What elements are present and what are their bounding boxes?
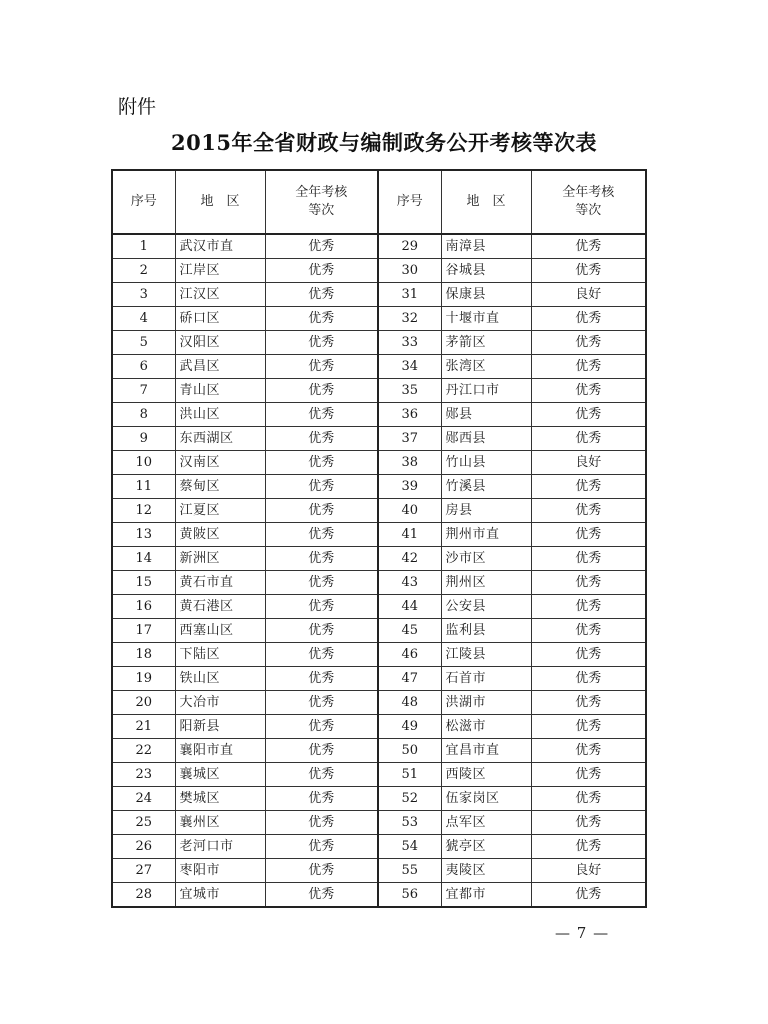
- row-grade-left: 优秀: [265, 715, 378, 739]
- row-grade-left: 优秀: [265, 691, 378, 715]
- row-grade-left: 优秀: [265, 667, 378, 691]
- table-row: [112, 571, 646, 595]
- row-grade-right: 优秀: [531, 811, 646, 835]
- row-number-left: 12: [112, 499, 175, 523]
- row-number-right: 55: [378, 859, 441, 883]
- row-number-right: 33: [378, 331, 441, 355]
- table-row: [112, 523, 646, 547]
- row-region-left: 黄陂区: [175, 523, 265, 547]
- table-row: [112, 451, 646, 475]
- row-region-left: 阳新县: [175, 715, 265, 739]
- row-region-left: 下陆区: [175, 643, 265, 667]
- row-number-right: 47: [378, 667, 441, 691]
- row-region-right: 荆州区: [441, 571, 531, 595]
- row-region-right: 保康县: [441, 283, 531, 307]
- row-grade-left: 优秀: [265, 355, 378, 379]
- row-number-right: 56: [378, 883, 441, 908]
- row-number-left: 19: [112, 667, 175, 691]
- row-grade-right: 优秀: [531, 499, 646, 523]
- row-number-left: 1: [112, 234, 175, 259]
- table-row: [112, 667, 646, 691]
- row-region-left: 武汉市直: [175, 234, 265, 259]
- table-row: [112, 619, 646, 643]
- row-region-left: 武昌区: [175, 355, 265, 379]
- row-region-left: 江岸区: [175, 259, 265, 283]
- row-grade-right: 优秀: [531, 643, 646, 667]
- table-row: [112, 379, 646, 403]
- table-row: [112, 763, 646, 787]
- row-number-right: 48: [378, 691, 441, 715]
- table-row: [112, 259, 646, 283]
- row-number-left: 4: [112, 307, 175, 331]
- row-number-right: 34: [378, 355, 441, 379]
- row-region-left: 蔡甸区: [175, 475, 265, 499]
- row-grade-left: 优秀: [265, 427, 378, 451]
- row-grade-right: 优秀: [531, 835, 646, 859]
- row-number-left: 28: [112, 883, 175, 908]
- row-number-left: 24: [112, 787, 175, 811]
- row-grade-right: 优秀: [531, 739, 646, 763]
- row-number-right: 36: [378, 403, 441, 427]
- row-number-left: 26: [112, 835, 175, 859]
- row-number-left: 6: [112, 355, 175, 379]
- table-row: [112, 283, 646, 307]
- table-row: [112, 883, 646, 908]
- table-row: [112, 355, 646, 379]
- row-region-right: 谷城县: [441, 259, 531, 283]
- row-number-left: 14: [112, 547, 175, 571]
- row-grade-left: 优秀: [265, 403, 378, 427]
- row-number-left: 3: [112, 283, 175, 307]
- row-region-left: 黄石港区: [175, 595, 265, 619]
- row-grade-left: 优秀: [265, 523, 378, 547]
- row-region-right: 竹溪县: [441, 475, 531, 499]
- row-region-right: 公安县: [441, 595, 531, 619]
- table-row: [112, 739, 646, 763]
- row-grade-right: 优秀: [531, 571, 646, 595]
- row-region-right: 茅箭区: [441, 331, 531, 355]
- table-row: [112, 331, 646, 355]
- row-grade-right: 优秀: [531, 307, 646, 331]
- row-number-right: 35: [378, 379, 441, 403]
- row-grade-right: 优秀: [531, 523, 646, 547]
- row-region-right: 西陵区: [441, 763, 531, 787]
- row-region-right: 房县: [441, 499, 531, 523]
- row-region-right: 监利县: [441, 619, 531, 643]
- row-region-left: 青山区: [175, 379, 265, 403]
- row-grade-left: 优秀: [265, 571, 378, 595]
- header-row: [112, 170, 646, 234]
- row-grade-right: 优秀: [531, 475, 646, 499]
- row-grade-left: 优秀: [265, 547, 378, 571]
- row-region-right: 郧西县: [441, 427, 531, 451]
- row-grade-right: 优秀: [531, 619, 646, 643]
- row-grade-left: 优秀: [265, 811, 378, 835]
- row-grade-left: 优秀: [265, 307, 378, 331]
- row-number-left: 8: [112, 403, 175, 427]
- table-row: [112, 427, 646, 451]
- row-region-left: 老河口市: [175, 835, 265, 859]
- row-region-left: 新洲区: [175, 547, 265, 571]
- header-grade-right-line1: 全年考核: [562, 185, 615, 200]
- row-region-left: 洪山区: [175, 403, 265, 427]
- row-number-left: 23: [112, 763, 175, 787]
- row-region-right: 宜昌市直: [441, 739, 531, 763]
- header-region: 地 区: [175, 170, 265, 234]
- row-region-right: 猇亭区: [441, 835, 531, 859]
- row-grade-left: 优秀: [265, 475, 378, 499]
- table-row: [112, 787, 646, 811]
- header-grade: [265, 170, 378, 234]
- row-number-right: 42: [378, 547, 441, 571]
- row-number-left: 15: [112, 571, 175, 595]
- row-number-right: 51: [378, 763, 441, 787]
- row-number-right: 49: [378, 715, 441, 739]
- row-grade-right: 优秀: [531, 883, 646, 908]
- row-number-right: 54: [378, 835, 441, 859]
- row-region-left: 江汉区: [175, 283, 265, 307]
- row-region-left: 襄州区: [175, 811, 265, 835]
- row-grade-right: 优秀: [531, 595, 646, 619]
- row-number-left: 25: [112, 811, 175, 835]
- row-number-right: 37: [378, 427, 441, 451]
- row-number-right: 40: [378, 499, 441, 523]
- row-region-right: 竹山县: [441, 451, 531, 475]
- row-number-right: 29: [378, 234, 441, 259]
- row-region-left: 黄石市直: [175, 571, 265, 595]
- row-region-left: 江夏区: [175, 499, 265, 523]
- row-number-right: 45: [378, 619, 441, 643]
- row-number-right: 52: [378, 787, 441, 811]
- row-grade-left: 优秀: [265, 787, 378, 811]
- row-grade-left: 优秀: [265, 835, 378, 859]
- row-grade-left: 优秀: [265, 883, 378, 908]
- row-region-right: 石首市: [441, 667, 531, 691]
- row-region-left: 樊城区: [175, 787, 265, 811]
- row-grade-right: 优秀: [531, 427, 646, 451]
- row-number-left: 21: [112, 715, 175, 739]
- row-grade-right: 优秀: [531, 715, 646, 739]
- row-number-left: 2: [112, 259, 175, 283]
- table-row: [112, 403, 646, 427]
- row-grade-left: 优秀: [265, 619, 378, 643]
- row-region-right: 沙市区: [441, 547, 531, 571]
- row-region-right: 张湾区: [441, 355, 531, 379]
- row-grade-right: 优秀: [531, 667, 646, 691]
- row-region-left: 枣阳市: [175, 859, 265, 883]
- row-number-left: 11: [112, 475, 175, 499]
- row-grade-right: 优秀: [531, 379, 646, 403]
- row-grade-right: 优秀: [531, 763, 646, 787]
- row-number-left: 22: [112, 739, 175, 763]
- row-number-left: 17: [112, 619, 175, 643]
- row-region-left: 汉阳区: [175, 331, 265, 355]
- row-number-left: 5: [112, 331, 175, 355]
- row-region-left: 宜城市: [175, 883, 265, 908]
- row-region-right: 江陵县: [441, 643, 531, 667]
- document-title: 2015年全省财政与编制政务公开考核等次表: [171, 130, 597, 155]
- row-grade-left: 优秀: [265, 859, 378, 883]
- row-grade-left: 优秀: [265, 451, 378, 475]
- table-body: [112, 234, 646, 907]
- row-region-right: 洪湖市: [441, 691, 531, 715]
- table-row: [112, 547, 646, 571]
- row-region-left: 汉南区: [175, 451, 265, 475]
- table-row: [112, 234, 646, 259]
- row-number-right: 50: [378, 739, 441, 763]
- row-number-right: 30: [378, 259, 441, 283]
- row-number-right: 32: [378, 307, 441, 331]
- row-number-right: 41: [378, 523, 441, 547]
- header-grade-right-line2: 等次: [575, 203, 602, 218]
- row-region-left: 襄阳市直: [175, 739, 265, 763]
- row-grade-left: 优秀: [265, 331, 378, 355]
- header-region-right: 地 区: [441, 170, 531, 234]
- table-row: [112, 475, 646, 499]
- row-grade-right: 优秀: [531, 331, 646, 355]
- row-grade-left: 优秀: [265, 283, 378, 307]
- row-region-right: 郧县: [441, 403, 531, 427]
- row-number-left: 13: [112, 523, 175, 547]
- table-row: [112, 835, 646, 859]
- assessment-table: [111, 169, 647, 908]
- row-grade-right: 优秀: [531, 787, 646, 811]
- row-region-right: 伍家岗区: [441, 787, 531, 811]
- row-number-left: 27: [112, 859, 175, 883]
- row-grade-left: 优秀: [265, 739, 378, 763]
- table-row: [112, 811, 646, 835]
- row-region-left: 硚口区: [175, 307, 265, 331]
- attachment-label: 附件: [118, 96, 157, 118]
- row-grade-right: 良好: [531, 283, 646, 307]
- row-number-right: 44: [378, 595, 441, 619]
- row-region-right: 松滋市: [441, 715, 531, 739]
- header-seq: 序号: [112, 170, 175, 234]
- row-grade-left: 优秀: [265, 763, 378, 787]
- header-seq-right: 序号: [378, 170, 441, 234]
- table-row: [112, 307, 646, 331]
- row-region-right: 丹江口市: [441, 379, 531, 403]
- row-grade-right: 优秀: [531, 691, 646, 715]
- row-region-left: 西塞山区: [175, 619, 265, 643]
- row-grade-left: 优秀: [265, 259, 378, 283]
- table-row: [112, 595, 646, 619]
- row-grade-left: 优秀: [265, 595, 378, 619]
- table-row: [112, 643, 646, 667]
- header-grade-line2: 等次: [308, 203, 335, 218]
- row-grade-left: 优秀: [265, 643, 378, 667]
- table-row: [112, 691, 646, 715]
- row-number-left: 7: [112, 379, 175, 403]
- row-grade-right: 优秀: [531, 547, 646, 571]
- row-region-right: 荆州市直: [441, 523, 531, 547]
- row-grade-left: 优秀: [265, 379, 378, 403]
- row-number-left: 10: [112, 451, 175, 475]
- row-region-left: 襄城区: [175, 763, 265, 787]
- row-region-left: 铁山区: [175, 667, 265, 691]
- row-grade-right: 良好: [531, 859, 646, 883]
- row-region-right: 十堰市直: [441, 307, 531, 331]
- header-grade-line1: 全年考核: [295, 185, 348, 200]
- row-number-right: 53: [378, 811, 441, 835]
- row-grade-left: 优秀: [265, 234, 378, 259]
- row-number-right: 38: [378, 451, 441, 475]
- row-grade-right: 优秀: [531, 355, 646, 379]
- row-grade-right: 优秀: [531, 234, 646, 259]
- page-number: — 7 —: [555, 924, 610, 942]
- row-grade-right: 优秀: [531, 259, 646, 283]
- row-region-left: 东西湖区: [175, 427, 265, 451]
- table-row: [112, 499, 646, 523]
- row-number-right: 43: [378, 571, 441, 595]
- header-grade-right: [531, 170, 646, 234]
- row-number-left: 20: [112, 691, 175, 715]
- row-number-left: 18: [112, 643, 175, 667]
- row-number-right: 46: [378, 643, 441, 667]
- row-grade-left: 优秀: [265, 499, 378, 523]
- row-number-right: 31: [378, 283, 441, 307]
- row-number-right: 39: [378, 475, 441, 499]
- row-number-left: 9: [112, 427, 175, 451]
- row-region-right: 南漳县: [441, 234, 531, 259]
- row-grade-right: 优秀: [531, 403, 646, 427]
- row-region-right: 点军区: [441, 811, 531, 835]
- table-row: [112, 859, 646, 883]
- row-grade-right: 良好: [531, 451, 646, 475]
- row-region-right: 夷陵区: [441, 859, 531, 883]
- row-number-left: 16: [112, 595, 175, 619]
- table-row: [112, 715, 646, 739]
- row-region-right: 宜都市: [441, 883, 531, 908]
- row-region-left: 大冶市: [175, 691, 265, 715]
